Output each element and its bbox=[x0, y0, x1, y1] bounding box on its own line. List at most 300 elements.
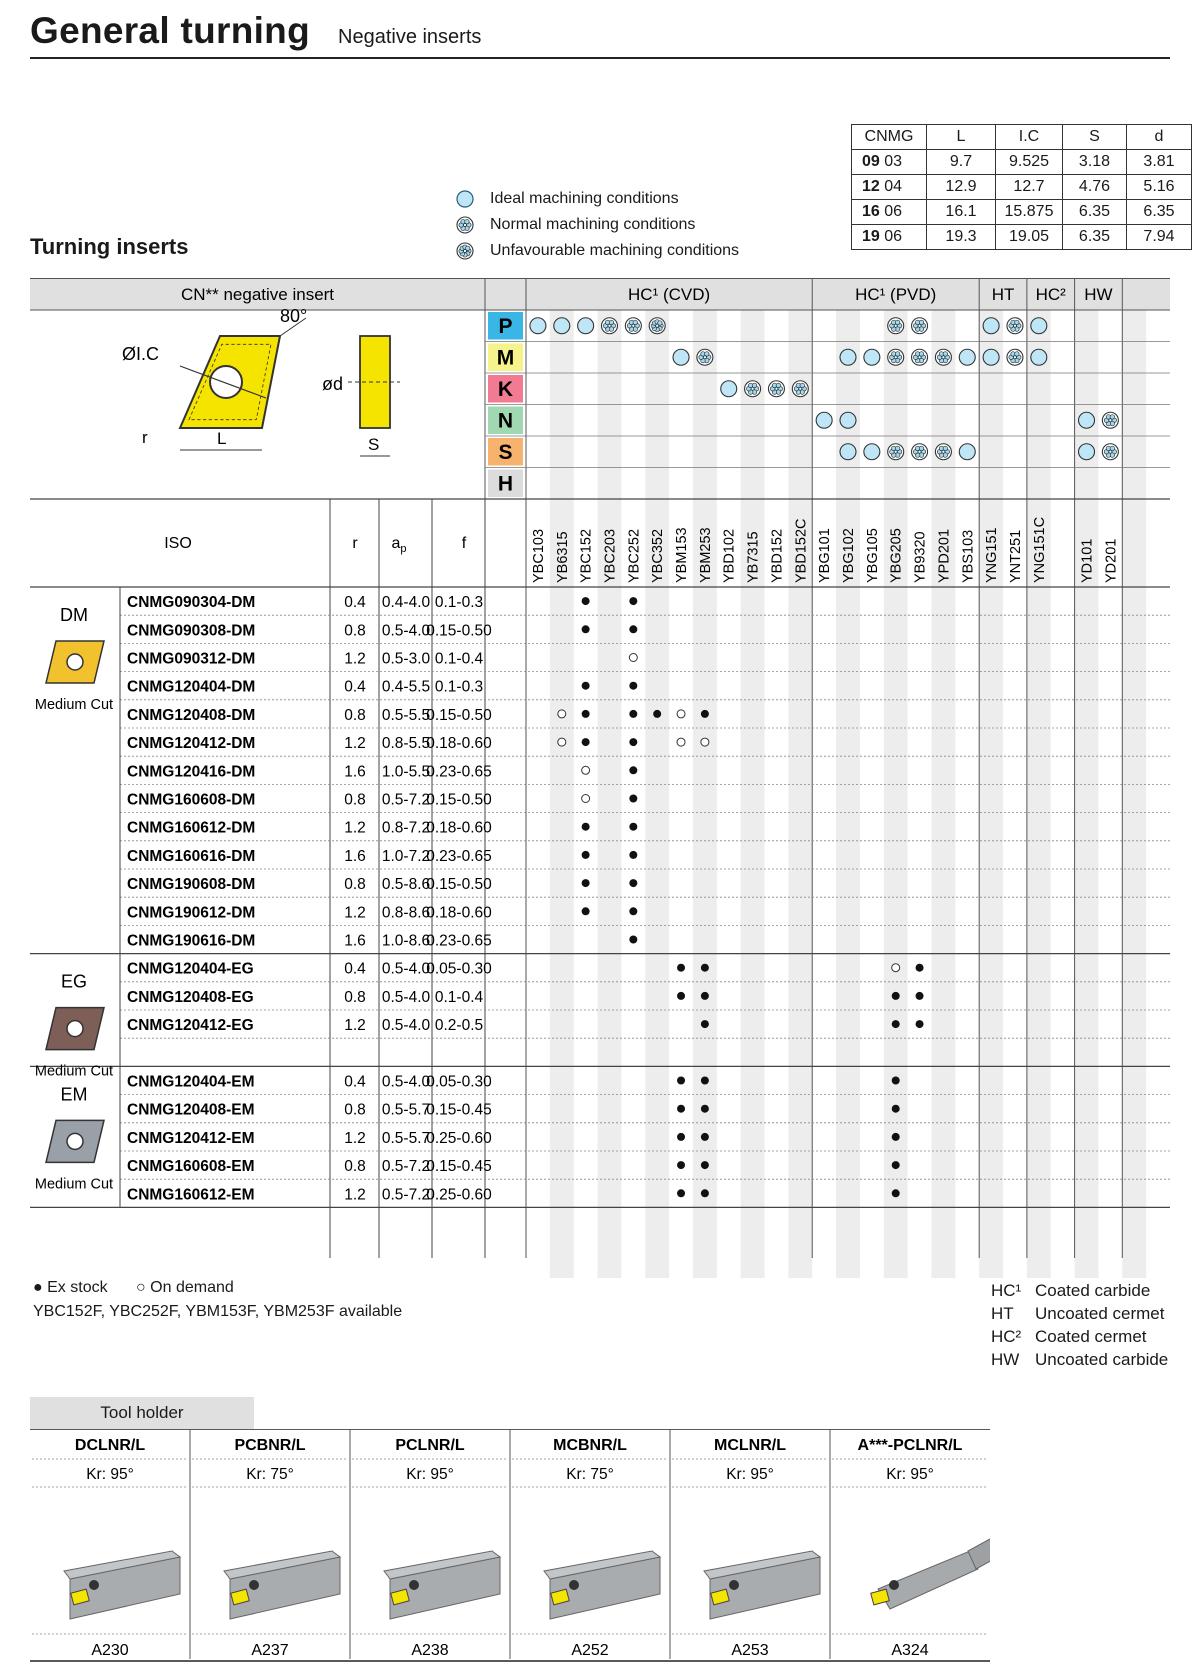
grade-label: YBD152C bbox=[793, 518, 810, 583]
normal-rating-icon bbox=[912, 318, 928, 334]
grade-label: YBM253 bbox=[697, 527, 714, 583]
dim-header: I.C bbox=[996, 125, 1063, 150]
grade-label: YBG102 bbox=[841, 528, 857, 583]
grade-label: YBS103 bbox=[960, 529, 977, 583]
stock-dot bbox=[629, 597, 637, 605]
eg-insert-icon bbox=[46, 1008, 104, 1050]
ideal-rating-icon bbox=[1079, 412, 1095, 428]
f-value: 0.23-0.65 bbox=[426, 763, 492, 781]
iso-code: CNMG120404-EM bbox=[127, 1073, 255, 1091]
stock-dot bbox=[629, 738, 637, 746]
holder-kr: Kr: 75° bbox=[566, 1466, 614, 1483]
rating-petal bbox=[609, 320, 613, 324]
rating-center bbox=[703, 356, 706, 359]
r-value: 1.6 bbox=[344, 932, 366, 950]
iso-code: CNMG160616-DM bbox=[127, 847, 256, 865]
r-value: 0.4 bbox=[344, 678, 366, 696]
dimension-row bbox=[852, 150, 1192, 175]
r-value: 0.4 bbox=[344, 960, 366, 978]
holder-page: A237 bbox=[251, 1642, 289, 1659]
column-stripe bbox=[645, 310, 669, 1278]
rating-petal bbox=[919, 320, 923, 324]
holder-kr: Kr: 95° bbox=[886, 1466, 934, 1483]
ap-value: 0.5-7.2 bbox=[381, 1186, 431, 1204]
unfavourable-circle-icon bbox=[456, 242, 474, 260]
column-stripe bbox=[598, 310, 622, 1278]
rating-circle bbox=[530, 318, 546, 334]
ideal-rating-icon bbox=[1079, 444, 1095, 460]
dim-cell: 19.3 bbox=[927, 225, 996, 250]
ideal-rating-icon bbox=[959, 349, 975, 365]
stock-dot bbox=[701, 1105, 709, 1113]
grade-label: YPD201 bbox=[936, 528, 953, 583]
column-stripe bbox=[979, 310, 1003, 1278]
insert-bore bbox=[67, 1021, 83, 1037]
ap-value: 0.4-4.0 bbox=[381, 594, 431, 612]
iso-code: CNMG120412-DM bbox=[127, 735, 256, 753]
r-value: 0.8 bbox=[344, 1101, 366, 1119]
stock-dot bbox=[629, 710, 637, 718]
ideal-rating-icon bbox=[554, 318, 570, 334]
stock-dot bbox=[916, 992, 924, 1000]
insert-bore bbox=[67, 654, 83, 670]
rating-circle bbox=[721, 381, 737, 397]
tool-holder-image bbox=[871, 1539, 990, 1609]
legend-value: Coated carbide bbox=[1035, 1281, 1151, 1300]
normal-rating-icon bbox=[912, 444, 928, 460]
f-value: 0.25-0.60 bbox=[426, 1186, 492, 1204]
column-stripe bbox=[1027, 310, 1051, 1278]
iso-code: CNMG120416-DM bbox=[127, 763, 256, 781]
column-stripe bbox=[550, 310, 574, 1278]
ideal-rating-icon bbox=[840, 444, 856, 460]
material-code: M bbox=[496, 346, 515, 370]
stock-dot bbox=[582, 907, 590, 915]
rating-petal bbox=[776, 383, 780, 387]
demand-circle bbox=[582, 795, 590, 803]
demand-circle bbox=[558, 710, 566, 718]
holder-page: A253 bbox=[731, 1642, 769, 1659]
stock-dot bbox=[677, 964, 685, 972]
stock-dot bbox=[892, 1105, 900, 1113]
stock-dot bbox=[629, 879, 637, 887]
legend-value: Coated cermet bbox=[1035, 1327, 1147, 1346]
stock-dot bbox=[892, 1133, 900, 1141]
iso-code: CNMG120408-EM bbox=[127, 1101, 255, 1119]
grade-group-header: HC¹ (CVD) bbox=[628, 285, 711, 304]
insert-header: CN** negative insert bbox=[180, 285, 335, 304]
holder-kr: Kr: 75° bbox=[246, 1466, 294, 1483]
radius-label: r bbox=[142, 428, 148, 447]
normal-rating-icon bbox=[912, 349, 928, 365]
rating-center bbox=[1014, 324, 1017, 327]
rating-petal bbox=[895, 446, 899, 450]
group-description: Medium Cut bbox=[34, 1063, 114, 1080]
dim-cell: 3.18 bbox=[1063, 150, 1127, 175]
stock-dot bbox=[892, 1161, 900, 1169]
r-value: 1.2 bbox=[344, 904, 366, 922]
dim-cell: 6.35 bbox=[1063, 200, 1127, 225]
stock-dot bbox=[677, 1161, 685, 1169]
iso-code: CNMG090308-DM bbox=[127, 622, 256, 640]
group-code: DM bbox=[60, 605, 88, 625]
column-stripe bbox=[693, 310, 717, 1278]
machining-legend bbox=[456, 186, 739, 264]
stock-dot bbox=[701, 1133, 709, 1141]
dim-header: d bbox=[1127, 125, 1192, 150]
rating-circle bbox=[816, 412, 832, 428]
normal-rating-icon bbox=[888, 349, 904, 365]
rating-petal bbox=[919, 446, 923, 450]
stock-dot bbox=[677, 1077, 685, 1085]
ap-value: 0.8-7.2 bbox=[381, 819, 431, 837]
grade-type-legend bbox=[991, 1279, 1168, 1371]
stock-dot bbox=[677, 1133, 685, 1141]
rating-center bbox=[1014, 356, 1017, 359]
r-value: 1.2 bbox=[344, 735, 366, 753]
rating-petal bbox=[1015, 352, 1019, 356]
ap-value: 1.0-5.5 bbox=[381, 763, 431, 781]
rating-center bbox=[942, 450, 945, 453]
stock-dot bbox=[677, 1189, 685, 1197]
rating-petal bbox=[943, 446, 947, 450]
rating-circle bbox=[554, 318, 570, 334]
tool-holder-image bbox=[704, 1551, 820, 1619]
rating-center bbox=[918, 450, 921, 453]
column-stripe bbox=[1122, 310, 1146, 1278]
f-value: 0.18-0.60 bbox=[426, 819, 492, 837]
rating-center bbox=[751, 387, 754, 390]
rating-center bbox=[894, 450, 897, 453]
stock-dot bbox=[677, 992, 685, 1000]
rating-center bbox=[918, 324, 921, 327]
stock-dot bbox=[916, 964, 924, 972]
rating-circle bbox=[1031, 349, 1047, 365]
dim-header: L bbox=[927, 125, 996, 150]
dim-header: CNMG bbox=[852, 125, 927, 150]
rating-center bbox=[1109, 419, 1112, 422]
insert-diagram bbox=[122, 306, 400, 456]
rating-circle bbox=[1031, 318, 1047, 334]
grade-label: YBG105 bbox=[864, 528, 881, 583]
iso-code: CNMG120404-DM bbox=[127, 678, 256, 696]
grade-label: YB9320 bbox=[912, 531, 929, 583]
r-value: 1.2 bbox=[344, 1017, 366, 1035]
ap-value: 0.5-4.0 bbox=[381, 960, 431, 978]
stock-dot bbox=[701, 992, 709, 1000]
ap-value: 0.4-5.5 bbox=[381, 678, 431, 696]
ideal-rating-icon bbox=[721, 381, 737, 397]
stock-dot-icon: ● bbox=[33, 1279, 43, 1296]
ap-value: 0.5-8.6 bbox=[381, 876, 431, 894]
group-code: EM bbox=[60, 1084, 88, 1105]
tool-holder-image bbox=[64, 1551, 180, 1619]
ic-label: ØI.C bbox=[122, 344, 160, 364]
unfav-rating-icon bbox=[457, 243, 473, 259]
dim-size: 09 03 bbox=[852, 150, 927, 175]
stock-dot bbox=[892, 992, 900, 1000]
stock-dot bbox=[892, 1020, 900, 1028]
legend-key: HW bbox=[991, 1350, 1020, 1369]
dimension-header-row bbox=[852, 125, 1192, 150]
stock-dot bbox=[701, 1189, 709, 1197]
legend-label: Unfavourable machining conditions bbox=[490, 242, 740, 259]
grade-group-header: HC¹ (PVD) bbox=[855, 285, 937, 304]
normal-rating-icon bbox=[697, 349, 713, 365]
l-label: L bbox=[217, 429, 227, 448]
normal-rating-icon bbox=[888, 318, 904, 334]
rating-center bbox=[799, 387, 802, 390]
tool-holder-image bbox=[544, 1551, 660, 1619]
f-value: 0.18-0.60 bbox=[426, 904, 492, 922]
stock-dot bbox=[701, 1020, 709, 1028]
iso-code: CNMG120408-EG bbox=[127, 988, 254, 1006]
rating-petal bbox=[943, 352, 947, 356]
insert-hole bbox=[210, 366, 242, 398]
holder-kr: Kr: 95° bbox=[86, 1466, 134, 1483]
boring-bar-head bbox=[878, 1551, 978, 1609]
clamp-screw bbox=[889, 1580, 899, 1590]
stock-dot bbox=[582, 625, 590, 633]
r-value: 1.2 bbox=[344, 819, 366, 837]
r-value: 0.8 bbox=[344, 988, 366, 1006]
normal-rating-icon bbox=[935, 444, 951, 460]
dim-cell: 7.94 bbox=[1127, 225, 1192, 250]
dim-cell: 5.16 bbox=[1127, 175, 1192, 200]
group-code: EG bbox=[60, 971, 88, 992]
rating-circle bbox=[959, 444, 975, 460]
legend-normal bbox=[456, 212, 739, 238]
rating-center bbox=[632, 324, 635, 327]
ideal-rating-icon bbox=[840, 349, 856, 365]
grade-label: YBM153 bbox=[674, 527, 691, 583]
stock-dot bbox=[677, 1105, 685, 1113]
f-value: 0.15-0.50 bbox=[426, 706, 492, 724]
holder-name: DCLNR/L bbox=[74, 1437, 146, 1454]
f-value: 0.15-0.50 bbox=[426, 876, 492, 894]
grade-group-header: HW bbox=[1084, 285, 1113, 304]
demand-circle bbox=[701, 738, 709, 746]
holder-kr: Kr: 95° bbox=[406, 1466, 454, 1483]
rating-circle bbox=[673, 349, 689, 365]
ap-value: 0.5-7.2 bbox=[381, 791, 431, 809]
f-value: 0.05-0.30 bbox=[426, 960, 492, 978]
demand-label: On demand bbox=[150, 1279, 234, 1296]
dim-cell: 12.9 bbox=[927, 175, 996, 200]
dim-cell: 19.05 bbox=[996, 225, 1063, 250]
demand-circle-icon: ○ bbox=[136, 1279, 146, 1296]
grade-label: YBC152 bbox=[578, 528, 595, 583]
r-value: 0.8 bbox=[344, 791, 366, 809]
dim-header: S bbox=[1063, 125, 1127, 150]
stock-dot bbox=[582, 597, 590, 605]
holder-name: MCBNR/L bbox=[553, 1437, 627, 1454]
holder-page: A230 bbox=[91, 1642, 129, 1659]
s-label: S bbox=[368, 435, 380, 454]
iso-code: CNMG160608-EM bbox=[127, 1158, 255, 1176]
legend-key: HT bbox=[991, 1304, 1014, 1323]
legend-label: Normal machining conditions bbox=[490, 216, 696, 233]
iso-code: CNMG120412-EG bbox=[127, 1017, 254, 1035]
rating-petal bbox=[705, 352, 709, 356]
rating-center bbox=[942, 356, 945, 359]
rating-petal bbox=[1015, 320, 1019, 324]
ap-value: 0.5-4.0 bbox=[381, 988, 431, 1006]
rating-circle bbox=[840, 444, 856, 460]
grade-label: YBC352 bbox=[650, 528, 667, 583]
grade-label: YBD152 bbox=[769, 528, 786, 583]
ap-subscript: p bbox=[400, 543, 407, 555]
normal-rating-icon bbox=[792, 381, 808, 397]
tool-holder-image bbox=[384, 1551, 500, 1619]
iso-code: CNMG190612-DM bbox=[127, 904, 256, 922]
material-code: S bbox=[498, 441, 513, 464]
grade-label: YBC203 bbox=[602, 528, 619, 583]
ap-value: 0.8-8.6 bbox=[381, 904, 431, 922]
legend-label: Ideal machining conditions bbox=[490, 190, 679, 207]
ideal-rating-icon bbox=[578, 318, 594, 334]
f-value: 0.1-0.3 bbox=[434, 678, 484, 696]
stock-dot bbox=[582, 823, 590, 831]
stock-dot bbox=[653, 710, 661, 718]
em-insert-icon bbox=[46, 1120, 104, 1162]
dimension-row bbox=[852, 225, 1192, 250]
dim-cell: 6.35 bbox=[1063, 225, 1127, 250]
holder-name: MCLNR/L bbox=[714, 1437, 786, 1454]
iso-code: CNMG120404-EG bbox=[127, 960, 254, 978]
stock-dot bbox=[892, 1189, 900, 1197]
r-value: 0.8 bbox=[344, 622, 366, 640]
iso-header: ISO bbox=[164, 535, 192, 552]
normal-rating-icon bbox=[1007, 349, 1023, 365]
rating-circle bbox=[864, 444, 880, 460]
f-value: 0.1-0.4 bbox=[434, 988, 484, 1006]
page-subtitle: Negative inserts bbox=[338, 26, 482, 48]
ap-value: 0.5-5.7 bbox=[381, 1129, 431, 1147]
stock-dot bbox=[629, 625, 637, 633]
tool-holder-header: Tool holder bbox=[30, 1397, 254, 1429]
stock-dot bbox=[629, 936, 637, 944]
r-value: 1.2 bbox=[344, 1186, 366, 1204]
rating-center bbox=[775, 387, 778, 390]
ideal-rating-icon bbox=[1031, 318, 1047, 334]
material-code: K bbox=[497, 378, 514, 401]
group-description: Medium Cut bbox=[34, 697, 114, 713]
dim-size: 19 06 bbox=[852, 225, 927, 250]
rating-circle bbox=[983, 318, 999, 334]
legend-key: HC² bbox=[991, 1327, 1022, 1346]
f-value: 0.1-0.4 bbox=[434, 650, 484, 668]
stock-dot bbox=[582, 851, 590, 859]
f-value: 0.25-0.60 bbox=[426, 1129, 492, 1147]
stock-dot bbox=[892, 1077, 900, 1085]
stock-dot bbox=[629, 766, 637, 774]
rating-center bbox=[1109, 450, 1112, 453]
grade-group-header: HC² bbox=[1035, 285, 1066, 304]
dim-cell: 16.1 bbox=[927, 200, 996, 225]
dim-size: 16 06 bbox=[852, 200, 927, 225]
grade-label: YNG151 bbox=[984, 527, 1001, 583]
material-code: P bbox=[498, 315, 513, 338]
rating-center bbox=[918, 356, 921, 359]
group-description: Medium Cut bbox=[34, 1176, 114, 1193]
iso-code: CNMG160608-DM bbox=[127, 791, 256, 809]
rating-center bbox=[608, 324, 611, 327]
stock-dot bbox=[629, 907, 637, 915]
iso-code: CNMG190616-DM bbox=[127, 932, 256, 950]
f-value: 0.15-0.45 bbox=[426, 1158, 492, 1176]
stock-dot bbox=[582, 710, 590, 718]
holder-page: A324 bbox=[891, 1642, 929, 1659]
rating-circle bbox=[983, 349, 999, 365]
dim-cell: 4.76 bbox=[1063, 175, 1127, 200]
iso-code: CNMG120408-DM bbox=[127, 706, 256, 724]
r-value: 1.6 bbox=[344, 847, 366, 865]
ap-value: 0.5-4.0 bbox=[381, 622, 431, 640]
rating-petal bbox=[895, 352, 899, 356]
ideal-rating-icon bbox=[673, 349, 689, 365]
iso-code: CNMG190608-DM bbox=[127, 876, 256, 894]
dimension-table bbox=[851, 124, 1192, 250]
clamp-screw bbox=[729, 1580, 739, 1590]
r-value: 0.8 bbox=[344, 876, 366, 894]
ideal-rating-icon bbox=[530, 318, 546, 334]
holder-kr: Kr: 95° bbox=[726, 1466, 774, 1483]
ap-value: 0.5-5.5 bbox=[381, 706, 431, 724]
f-value: 0.15-0.50 bbox=[426, 791, 492, 809]
available-note: YBC152F, YBC252F, YBM153F, YBM253F available bbox=[33, 1303, 403, 1320]
rating-center bbox=[894, 324, 897, 327]
grade-label: YBC252 bbox=[626, 528, 643, 583]
normal-rating-icon bbox=[745, 381, 761, 397]
dim-cell: 3.81 bbox=[1127, 150, 1192, 175]
normal-rating-icon bbox=[888, 444, 904, 460]
iso-code: CNMG160612-DM bbox=[127, 819, 256, 837]
legend-key: HC¹ bbox=[991, 1281, 1022, 1300]
normal-rating-icon bbox=[935, 349, 951, 365]
rating-petal bbox=[800, 383, 804, 387]
rating-circle bbox=[840, 412, 856, 428]
ap-value: 0.5-4.0 bbox=[381, 1017, 431, 1035]
tool-holder-image bbox=[224, 1551, 340, 1619]
grade-label: YNG151C bbox=[1031, 516, 1048, 583]
ap-value: 0.5-3.0 bbox=[381, 650, 431, 668]
dim-size: 12 04 bbox=[852, 175, 927, 200]
demand-circle bbox=[558, 738, 566, 746]
legend-value: Uncoated cermet bbox=[1035, 1304, 1165, 1323]
insert-grade-grid bbox=[30, 278, 1170, 1278]
rating-petal bbox=[919, 352, 923, 356]
demand-circle bbox=[582, 766, 590, 774]
holder-name: PCLNR/L bbox=[395, 1437, 465, 1454]
r-value: 1.6 bbox=[344, 763, 366, 781]
f-value: 0.2-0.5 bbox=[434, 1017, 484, 1035]
grade-label: YB7315 bbox=[745, 531, 762, 583]
rating-petal bbox=[633, 320, 637, 324]
stock-dot bbox=[582, 738, 590, 746]
normal-rating-icon bbox=[601, 318, 617, 334]
grade-label: YD201 bbox=[1103, 538, 1120, 583]
r-value: 0.8 bbox=[344, 1158, 366, 1176]
f-value: 0.1-0.3 bbox=[434, 594, 484, 612]
ap-value: 0.5-7.2 bbox=[381, 1158, 431, 1176]
rating-center bbox=[464, 224, 467, 227]
rating-center bbox=[464, 250, 467, 253]
legend-unfav bbox=[456, 238, 739, 264]
normal-rating-icon bbox=[457, 217, 473, 233]
f-value: 0.15-0.45 bbox=[426, 1101, 492, 1119]
stock-dot bbox=[629, 682, 637, 690]
